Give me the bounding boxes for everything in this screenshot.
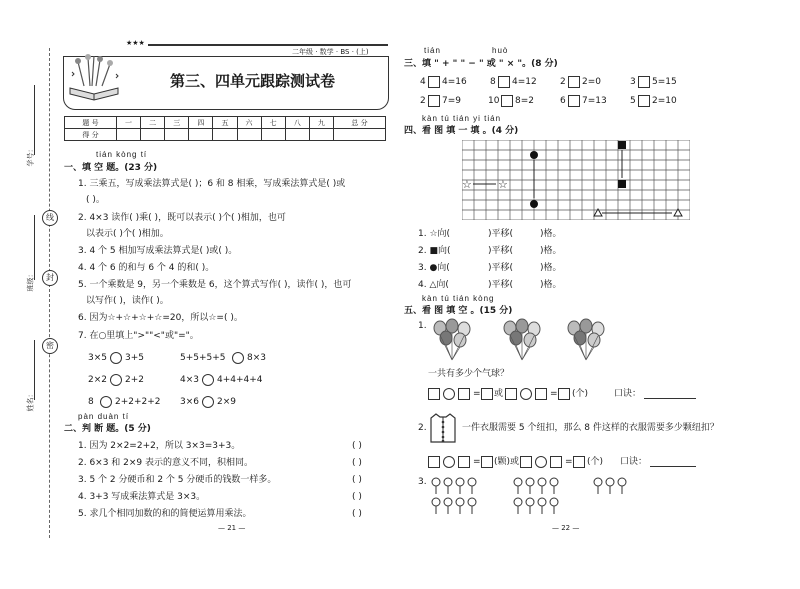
cmp-right-a: 3×6: [180, 397, 199, 407]
move-item-2-b: )平移(: [488, 246, 514, 256]
op-left: 3: [630, 77, 636, 87]
square-start-icon: [618, 141, 626, 149]
score-input-cell[interactable]: [189, 129, 213, 141]
seal-feng: 封: [42, 270, 58, 286]
eq-sign: =: [565, 457, 573, 467]
q4-line: 4. 4 个 6 的和与 6 个 4 的和( )。: [78, 263, 215, 273]
score-input-cell[interactable]: [237, 129, 261, 141]
cmp-left-b: 2+2: [125, 375, 144, 385]
cmp-left-a: 3×5: [88, 353, 107, 363]
score-cell: 六: [237, 117, 261, 129]
eq-box[interactable]: [428, 456, 440, 468]
eq-circle[interactable]: [520, 388, 532, 400]
op-right: 7=13: [582, 96, 607, 106]
op-left: 5: [630, 96, 636, 106]
op-left: 2: [420, 96, 426, 106]
score-cell: 五: [213, 117, 237, 129]
q6-line: 6. 因为☆+☆+☆+☆=20，所以☆=( )。: [78, 313, 243, 323]
cmp-left-b: 3+5: [125, 353, 144, 363]
eq-circle[interactable]: [535, 456, 547, 468]
eq-box[interactable]: [428, 388, 440, 400]
cmp-circle[interactable]: [110, 352, 122, 364]
dot-start-icon: [530, 151, 538, 159]
eq-box[interactable]: [558, 388, 570, 400]
score-cell: 一: [116, 117, 140, 129]
move-item-1-b: )平移(: [488, 229, 514, 239]
move-item-4-c: )格。: [540, 280, 562, 290]
cmp-circle[interactable]: [232, 352, 244, 364]
cmp-right-b: 2×9: [217, 397, 236, 407]
eq-sign: =: [473, 457, 481, 467]
koujue-blank[interactable]: [644, 388, 696, 399]
move-item-2-a: 2. ■向(: [418, 246, 451, 256]
square-end-icon: [618, 180, 626, 188]
score-cell: 七: [261, 117, 285, 129]
judge-item: 3. 5 个 2 分硬币和 2 个 5 分硬币的钱数一样多。: [78, 475, 277, 485]
student-no-label: 学号：: [26, 145, 35, 167]
op-left: 8: [490, 77, 496, 87]
star-end-icon: ☆: [498, 178, 508, 191]
score-cell: 总 分: [333, 117, 385, 129]
op-right: 2=0: [582, 77, 601, 87]
name-line: [34, 340, 35, 400]
score-cell: 八: [285, 117, 309, 129]
move-item-1-c: )格。: [540, 229, 562, 239]
op-right: 4=16: [442, 77, 467, 87]
op-right: 7=9: [442, 96, 461, 106]
score-cell: 二: [141, 117, 165, 129]
grade-label: 二年级 · 数学 · BS · (上): [292, 48, 369, 56]
score-cell: 四: [189, 117, 213, 129]
move-item-4-a: 4. △向(: [418, 280, 449, 290]
section3-pinyin-huo: huò: [492, 46, 509, 55]
page-number-right: — 22 —: [552, 524, 580, 532]
judge-item: 4. 3+3 写成乘法算式是 3×3。: [78, 492, 206, 502]
shirt-icon: [428, 412, 458, 444]
class-line: [34, 215, 35, 280]
header-stars: ★★★: [126, 39, 145, 47]
op-right: 2=10: [652, 96, 677, 106]
eq-box[interactable]: [573, 456, 585, 468]
star-start-icon: ☆: [462, 178, 472, 191]
q5-1-unit: (个): [572, 389, 589, 399]
op-box[interactable]: [428, 76, 440, 88]
op-left: 6: [560, 96, 566, 106]
judge-paren[interactable]: ( ): [352, 475, 362, 485]
eq-circle[interactable]: [443, 388, 455, 400]
balloon-group-icon: [564, 318, 610, 362]
cmp-circle[interactable]: [100, 396, 112, 408]
student-no-line: [34, 85, 35, 155]
page-title: 第三、四单元跟踪测试卷: [170, 72, 336, 90]
section2-title: 二、判 断 题。(5 分): [64, 424, 151, 434]
eq-box[interactable]: [550, 456, 562, 468]
cmp-circle[interactable]: [202, 396, 214, 408]
judge-paren[interactable]: ( ): [352, 492, 362, 502]
op-box[interactable]: [568, 95, 580, 107]
op-right: 4=12: [512, 77, 537, 87]
score-input-cell[interactable]: [141, 129, 165, 141]
q1-line-b: ( )。: [86, 195, 105, 205]
score-table: [64, 116, 386, 141]
cmp-circle[interactable]: [110, 374, 122, 386]
op-left: 4: [420, 77, 426, 87]
eq-sign: =: [473, 389, 481, 399]
book-illustration-icon: [64, 52, 124, 106]
flower-group-icon: [512, 476, 560, 516]
name-label: 姓名：: [26, 390, 35, 412]
q5-2-text: 一件衣服需要 5 个纽扣，那么 8 件这样的衣服需要多少颗纽扣？: [462, 423, 719, 433]
op-box[interactable]: [568, 76, 580, 88]
q5-2-label: 2.: [418, 423, 427, 433]
judge-item: 5. 求几个相同加数的和的简便运算用乘法。: [78, 509, 252, 519]
move-item-3-c: )格。: [540, 263, 562, 273]
score-table-score-row: [65, 129, 386, 141]
page-number-left: — 21 —: [218, 524, 246, 532]
section2-pinyin: pàn duàn tí: [78, 412, 130, 421]
section3-title: 三、填 " + " " − " 或 " × "。(8 分): [404, 59, 558, 69]
cmp-circle[interactable]: [202, 374, 214, 386]
op-right: 8=2: [515, 96, 534, 106]
move-item-3-a: 3. ●向(: [418, 263, 450, 273]
judge-paren[interactable]: ( ): [352, 441, 362, 451]
score-cell: 三: [165, 117, 189, 129]
op-box[interactable]: [638, 95, 650, 107]
op-box[interactable]: [428, 95, 440, 107]
translation-grid: [462, 140, 690, 220]
seal-xian: 线: [42, 210, 58, 226]
q5-line-a: 5. 一个乘数是 9，另一个乘数是 6，这个算式写作( )，读作( )，也可: [78, 280, 352, 290]
op-box[interactable]: [498, 76, 510, 88]
judge-item: 2. 6×3 和 2×9 表示的意义不同，积相同。: [78, 458, 254, 468]
q5-line-b: 以写作( )，读作( )。: [86, 296, 169, 306]
eq-box[interactable]: [458, 388, 470, 400]
score-input-cell[interactable]: [116, 129, 140, 141]
q2-line-a: 2. 4×3 读作( )乘( )，既可以表示( )个( )相加，也可: [78, 213, 286, 223]
cmp-right-b: 4+4+4+4: [217, 375, 263, 385]
score-cell: 九: [309, 117, 333, 129]
score-cell: 题 号: [65, 117, 117, 129]
op-box[interactable]: [638, 76, 650, 88]
eq-sign: =: [550, 389, 558, 399]
judge-paren[interactable]: ( ): [352, 458, 362, 468]
op-right: 5=15: [652, 77, 677, 87]
q5-1-koujue: 口诀：: [614, 389, 642, 399]
op-left: 10: [488, 96, 500, 106]
seal-mi: 密: [42, 338, 58, 354]
eq-box[interactable]: [481, 388, 493, 400]
judge-paren[interactable]: ( ): [352, 509, 362, 519]
cmp-left-a: 2×2: [88, 375, 107, 385]
binding-line: [49, 48, 50, 538]
score-input-cell[interactable]: [261, 129, 285, 141]
q5-2-unit1: (颗)或: [494, 457, 520, 467]
section5-title: 五、看 图 填 空 。(15 分): [404, 306, 513, 316]
move-item-2-c: )格。: [540, 246, 562, 256]
op-left: 2: [560, 77, 566, 87]
score-input-cell[interactable]: [285, 129, 309, 141]
score-input-cell[interactable]: [333, 129, 385, 141]
move-item-1-a: 1. ☆向(: [418, 229, 451, 239]
eq-box[interactable]: [520, 456, 532, 468]
q5-1-text: 一共有多少个气球？: [428, 369, 510, 379]
flower-group-icon: [592, 476, 628, 496]
section4-pinyin: kàn tú tián yi tián: [422, 114, 502, 123]
cmp-right-b: 8×3: [247, 353, 266, 363]
q5-2-unit2: (个): [587, 457, 604, 467]
q2-line-b: 以表示( )个( )相加。: [86, 229, 169, 239]
section1-pinyin: tián kòng tí: [96, 150, 148, 159]
eq-box[interactable]: [505, 388, 517, 400]
dot-end-icon: [530, 200, 538, 208]
score-table-header-row: [65, 117, 386, 129]
cmp-right-a: 4×3: [180, 375, 199, 385]
op-box[interactable]: [501, 95, 513, 107]
score-input-cell[interactable]: [165, 129, 189, 141]
eq-box[interactable]: [535, 388, 547, 400]
eq-circle[interactable]: [443, 456, 455, 468]
q5-3-label: 3.: [418, 477, 427, 487]
section5-pinyin: kàn tú tián kòng: [422, 294, 495, 303]
q1-line-a: 1. 三乘五，写成乘法算式是( )；6 和 8 相乘，写成乘法算式是( )或: [78, 179, 346, 189]
q7-line: 7. 在○里填上">""<"或"="。: [78, 331, 199, 341]
eq-or: 或: [494, 389, 504, 399]
flower-group-icon: [430, 476, 478, 516]
section1-title: 一、填 空 题。(23 分): [64, 163, 158, 173]
eq-box[interactable]: [481, 456, 493, 468]
balloon-group-icon: [430, 318, 476, 362]
cmp-left-a: 8: [88, 397, 94, 407]
score-cell: 得 分: [65, 129, 117, 141]
class-label: 班级：: [26, 270, 35, 292]
score-input-cell[interactable]: [213, 129, 237, 141]
move-item-3-b: )平移(: [488, 263, 514, 273]
balloon-group-icon: [500, 318, 546, 362]
q5-1-label: 1.: [418, 321, 427, 331]
q5-2-koujue: 口诀：: [620, 457, 648, 467]
koujue-blank[interactable]: [650, 456, 696, 467]
eq-box[interactable]: [458, 456, 470, 468]
q3-line: 3. 4 个 5 相加写成乘法算式是( )或( )。: [78, 246, 238, 256]
section3-pinyin-tian: tián: [424, 46, 441, 55]
section4-title: 四、看 图 填 一 填 。(4 分): [404, 126, 519, 136]
cmp-left-b: 2+2+2+2: [115, 397, 161, 407]
cmp-right-a: 5+5+5+5: [180, 353, 226, 363]
judge-item: 1. 因为 2×2=2+2，所以 3×3=3+3。: [78, 441, 241, 451]
move-item-4-b: )平移(: [488, 280, 514, 290]
score-input-cell[interactable]: [309, 129, 333, 141]
